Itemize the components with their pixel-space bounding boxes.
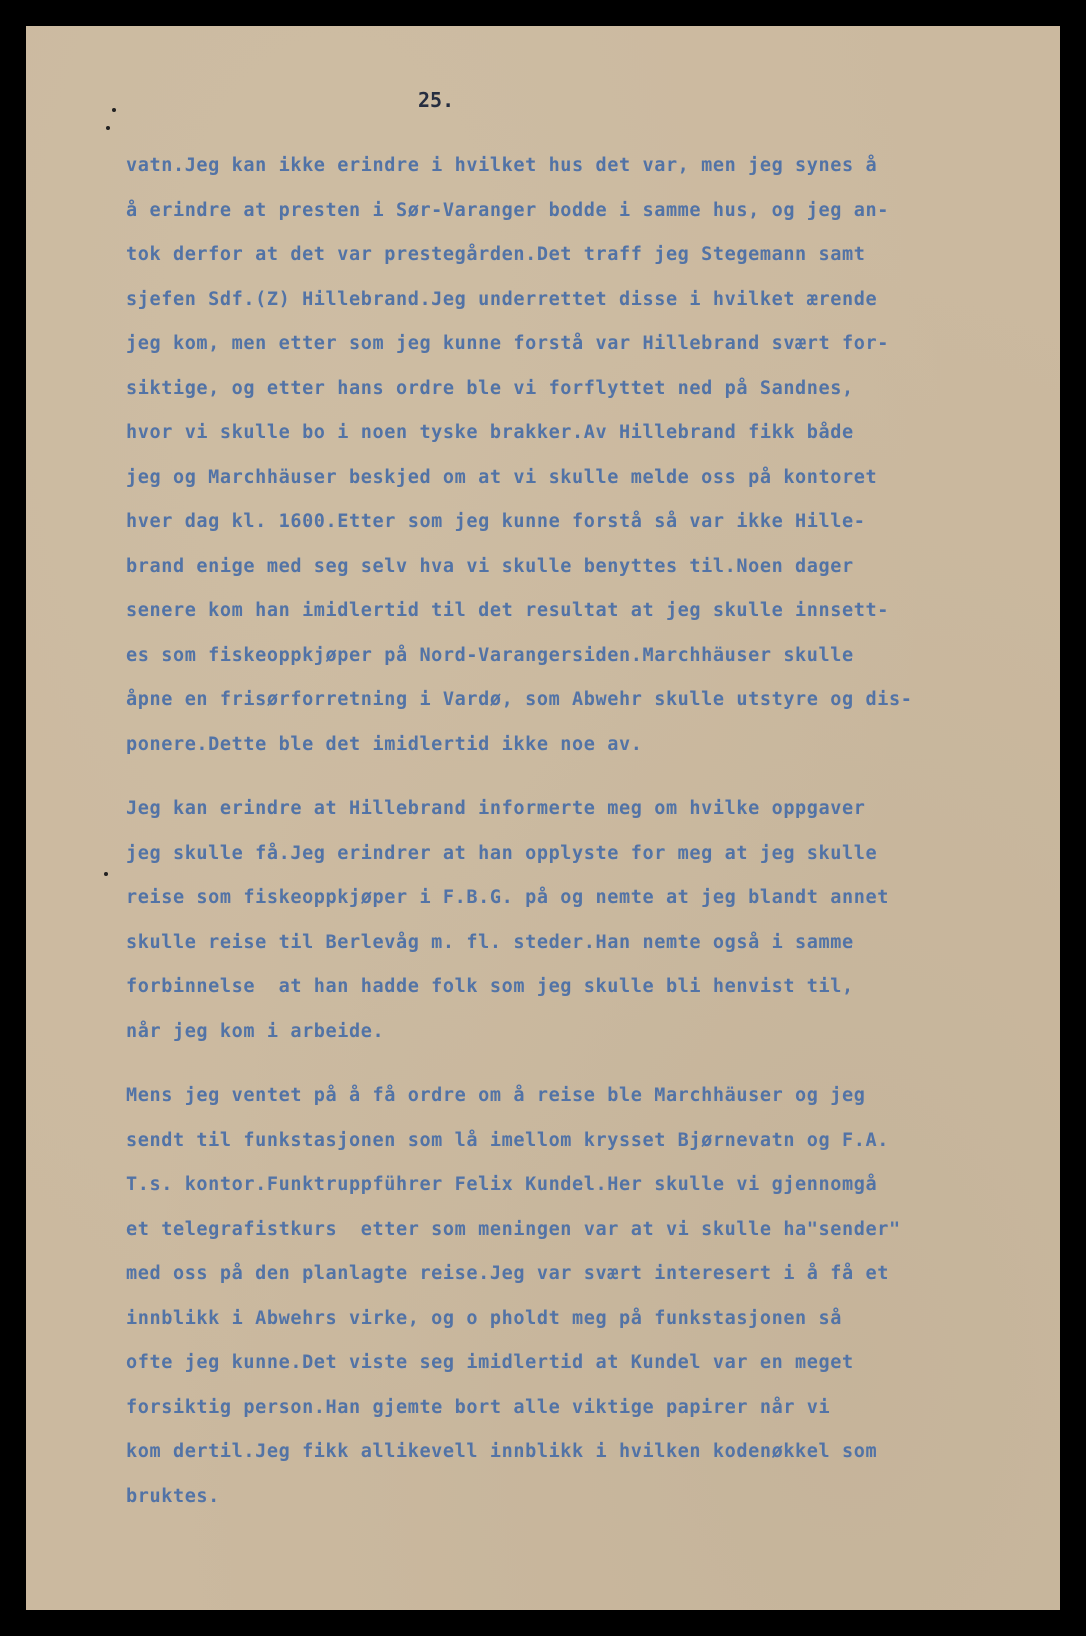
paragraph-1 (126, 144, 1066, 767)
text-line: hver dag kl. 1600.Etter som jeg kunne forstå så var ikke Hille- (126, 511, 866, 532)
paragraph-gap (126, 1054, 1066, 1074)
paragraph-3 (126, 1074, 1066, 1519)
text-line: kom dertil.Jeg fikk allikevell innblikk i hvilken kodenøkkel som (126, 1441, 878, 1462)
text-line: forsiktig person.Han gjemte bort alle viktige papirer når vi (126, 1396, 831, 1418)
text-line: Jeg kan erindre at Hillebrand informerte meg om hvilke oppgaver (126, 798, 866, 819)
text-line: sendt til funkstasjonen som lå imellom krysset Bjørnevatn og F.A. (126, 1129, 889, 1151)
text-line: vatn.Jeg kan ikke erindre i hvilket hus det var, men jeg synes å (126, 155, 878, 176)
text-line: T.s. kontor.Funktruppführer Felix Kundel.Her skulle vi gjennomgå (126, 1174, 878, 1195)
typed-text-body (126, 144, 1066, 1519)
ink-speck (112, 108, 116, 112)
text-line: skulle reise til Berlevåg m. fl. steder.Han nemte også i samme (126, 931, 854, 953)
text-line: når jeg kom i arbeide. (126, 1020, 385, 1042)
text-line: ponere.Dette ble det imidlertid ikke noe av. (126, 733, 643, 755)
text-line: es som fiskeoppkjøper på Nord-Varangersiden.Marchhäuser skulle (126, 644, 854, 666)
text-line: forbinnelse at han hadde folk som jeg skulle bli henvist til, (126, 976, 854, 997)
text-line: brand enige med seg selv hva vi skulle benyttes til.Noen dager (126, 555, 854, 577)
text-line: jeg kom, men etter som jeg kunne forstå var Hillebrand svært for- (126, 333, 889, 354)
text-line: jeg og Marchhäuser beskjed om at vi skulle melde oss på kontoret (126, 466, 878, 488)
text-line: hvor vi skulle bo i noen tyske brakker.Av Hillebrand fikk både (126, 422, 854, 443)
text-line: tok derfor at det var prestegården.Det traff jeg Stegemann samt (126, 244, 866, 265)
text-line: med oss på den planlagte reise.Jeg var svært interesert i å få et (126, 1263, 889, 1284)
text-line: sjefen Sdf.(Z) Hillebrand.Jeg underrettet disse i hvilket ærende (126, 288, 878, 310)
text-line: et telegrafistkurs etter som meningen var at vi skulle ha"sender" (126, 1218, 901, 1240)
text-line: jeg skulle få.Jeg erindrer at han opplyste for meg at jeg skulle (126, 842, 878, 864)
text-line: Mens jeg ventet på å få ordre om å reise ble Marchhäuser og jeg (126, 1085, 866, 1106)
paragraph-2 (126, 787, 1066, 1054)
text-line: senere kom han imidlertid til det resultat at jeg skulle innsett- (126, 600, 889, 621)
text-line: siktige, og etter hans ordre ble vi forflyttet ned på Sandnes, (126, 377, 854, 399)
text-line: reise som fiskeoppkjøper i F.B.G. på og nemte at jeg blandt annet (126, 887, 889, 908)
text-line: ofte jeg kunne.Det viste seg imidlertid at Kundel var en meget (126, 1352, 854, 1373)
text-line: å erindre at presten i Sør-Varanger bodde i samme hus, og jeg an- (126, 199, 889, 221)
ink-speck (106, 126, 110, 130)
page-number: 25. (418, 88, 455, 112)
ink-speck (104, 872, 108, 876)
document-page (26, 26, 1060, 1610)
paragraph-gap (126, 767, 1066, 787)
text-line: bruktes. (126, 1485, 220, 1507)
text-line: innblikk i Abwehrs virke, og o pholdt meg på funkstasjonen så (126, 1307, 843, 1329)
text-line: åpne en frisørforretning i Vardø, som Abwehr skulle utstyre og dis- (126, 689, 913, 710)
